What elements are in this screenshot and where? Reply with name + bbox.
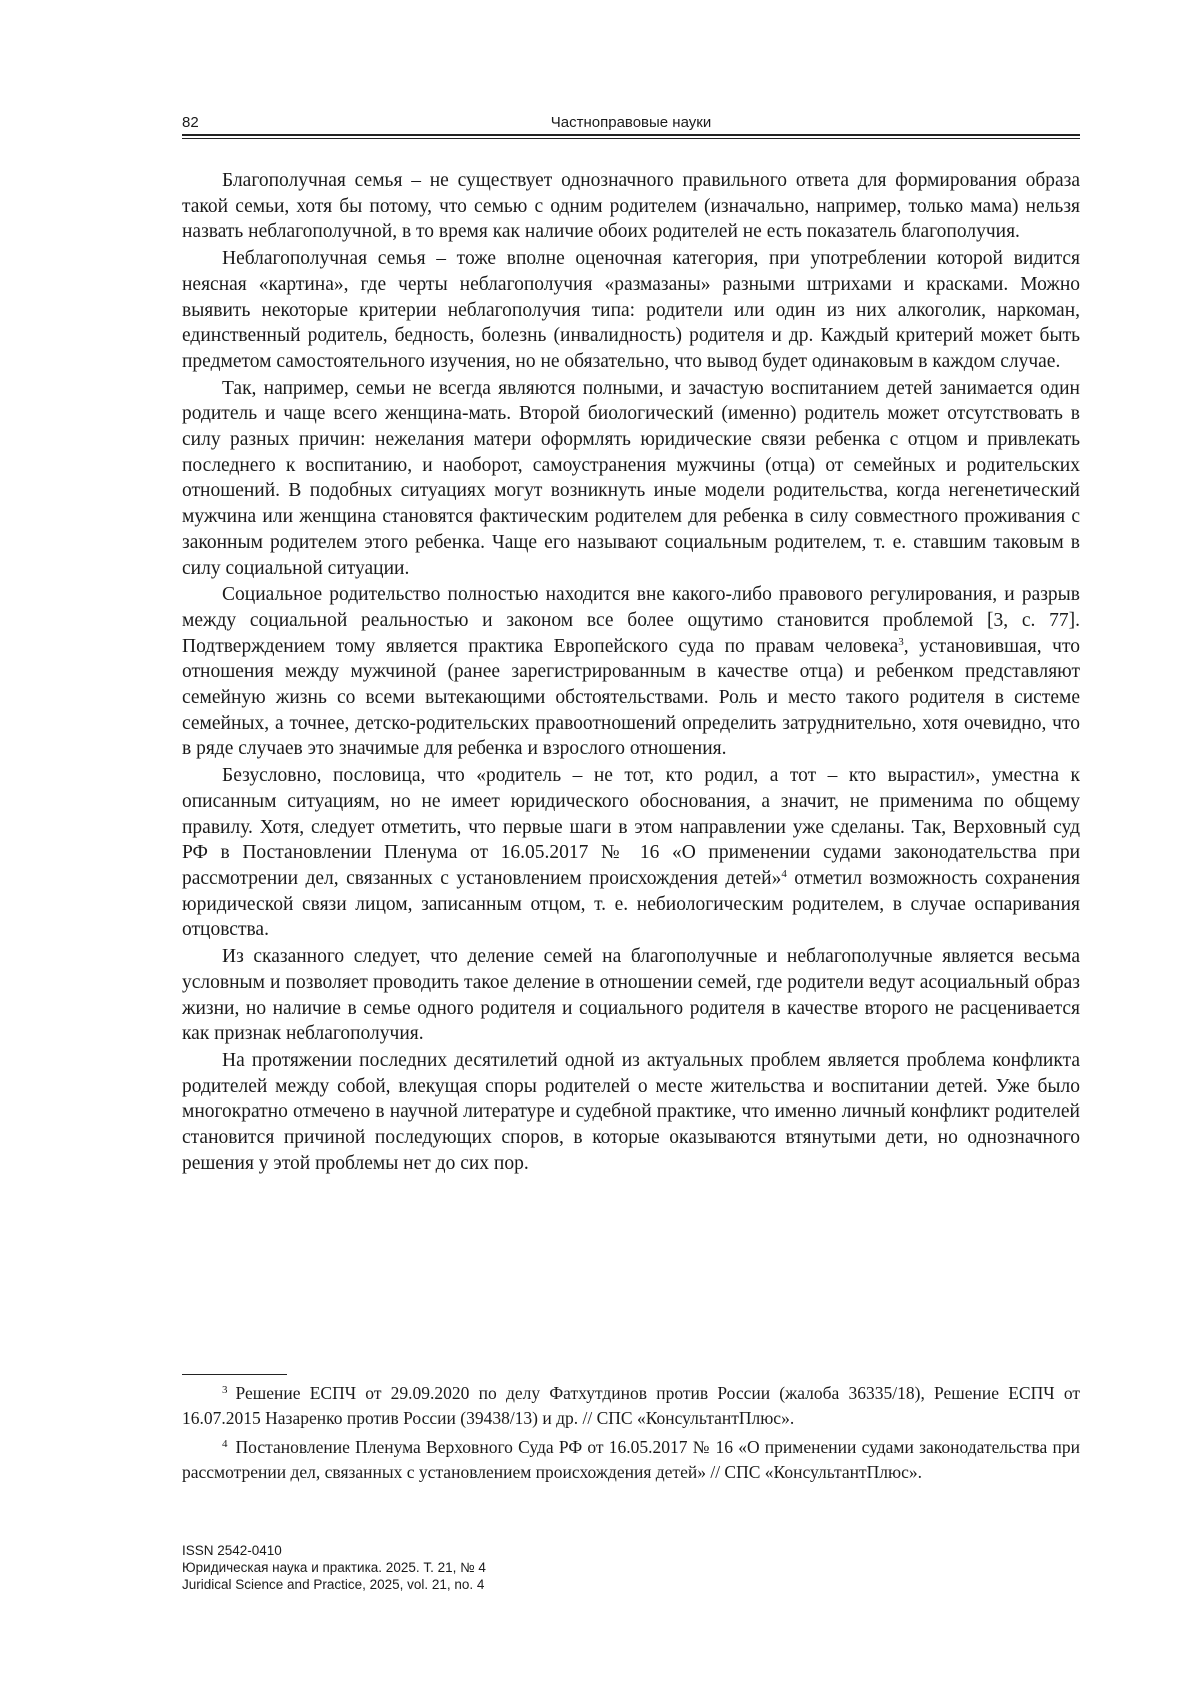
running-title: Частноправовые науки [550,114,712,131]
footnotes [182,1381,1080,1489]
footnote-ref-4[interactable]: 4 [781,867,787,880]
page-number: 82 [182,114,199,131]
journal-imprint [182,1542,486,1593]
footnote-mark: 4 [222,1438,228,1450]
citation-en: Juridical Science and Practice, 2025, vol. 21, no. 4 [182,1577,485,1592]
paragraph-4-text-b: , установившая, что отношения между мужчиной (ранее зарегистрированным в качестве отца) и ребенком представляют семейную жизнь со всеми вытекающими обстоятельствами. Роль и место такого родителя в системе семейных, а точнее, детско-родительских правоотношений определить затруднительно, хотя очевидно, что в ряде случаев это значимые для ребенка и взрослого отношения. [182,635,1081,760]
paragraph-4 [182,582,1080,762]
issn: ISSN 2542-0410 [182,1543,282,1558]
footnote-ref-3[interactable]: 3 [898,635,904,648]
paragraph-5-text-b: отметил возможность сохранения юридической связи лицом, записанным отцом, т. е. небиологическим родителем, в случае оспаривания отцовства. [182,867,1080,941]
paragraph-1: Благополучная семья – не существует однозначного правильного ответа для формирования образа такой семьи, хотя бы потому, что семью с одним родителем (изначально, например, только мама) нельзя назвать неблагополучной, в то время как наличие обоих родителей не есть показатель благополучия. [182,170,1080,243]
footnote-mark: 3 [222,1384,228,1396]
article-body [182,168,1080,1177]
footnote-text: Решение ЕСПЧ от 29.09.2020 по делу Фатхутдинов против России (жалоба 36335/18), Решение ЕСПЧ от 16.07.2015 Назаренко против России (39438/13) и др. // СПС «КонсультантПлюс». [182,1383,1080,1428]
paragraph-5 [182,763,1080,943]
header-rule-thick [182,134,1080,136]
paragraph-6: Из сказанного следует, что деление семей на благополучные и неблагополучные является весьма условным и позволяет проводить такое деление в отношении семей, где родители ведут асоциальный образ жизни, но наличие в семье одного родителя и социального родителя в качестве второго не расценивается как признак неблагополучия. [182,946,1080,1045]
paragraph-2: Неблагополучная семья – тоже вполне оценочная категория, при употреблении которой видится неясная «картина», где черты неблагополучия «размазаны» разными штрихами и красками. Можно выявить некоторые критерии неблагополучия типа: родители или один из них алкоголик, наркоман, единственный родитель, бедность, болезнь (инвалидность) родителя и др. Каждый критерий может быть предметом самостоятельного изучения, но не обязательно, что вывод будет одинаковым в каждом случае. [182,248,1080,372]
footnote-text: Постановление Пленума Верховного Суда РФ от 16.05.2017 № 16 «О применении судами законодательства при рассмотрении дел, связанных с установлением происхождения детей» // СПС «КонсультантПлюс». [182,1437,1080,1482]
paragraph-4-text-a: Социальное родительство полностью находится вне какого-либо правового регулирования, и разрыв между социальной реальностью и законом все более ощутимо становится проблемой [3, с. 77]. Подтверждением тому является практика Европейского суда по правам человека [182,584,1080,657]
footnote [182,1381,1080,1431]
paragraph-7: На протяжении последних десятилетий одной из актуальных проблем является проблема конфликта родителей между собой, влекущая споры родителей о месте жительства и воспитании детей. Уже было многократно отмечено в научной литературе и судебной практике, что именно личный конфликт родителей становится причиной последующих споров, в которые оказываются втянутыми дети, но однозначного решения у этой проблемы нет до сих пор. [182,1049,1080,1174]
citation-ru: Юридическая наука и практика. 2025. Т. 21, № 4 [182,1560,486,1575]
header-rule-thin [182,138,1080,139]
footnote-separator [182,1374,287,1375]
footnote [182,1435,1080,1485]
paragraph-5-text-a: Безусловно, пословица, что «родитель – не тот, кто родил, а тот – кто вырастил», уместна к описанным ситуациям, но не имеет юридического обоснования, а значит, не применима по общему правилу. Хотя, следует отметить, что первые шаги в этом направлении уже сделаны. Так, Верховный суд РФ в Постановлении Пленума от 16.05.2017 № 16 «О применении судами законодательства при рассмотрении дел, связанных с установлением происхождения детей» [182,765,1080,889]
page-header [182,112,1080,134]
paragraph-3: Так, например, семьи не всегда являются полными, и зачастую воспитанием детей занимается один родитель и чаще всего женщина-мать. Второй биологический (именно) родитель может отсутствовать в силу разных причин: нежелания матери оформлять юридические связи ребенка с отцом и привлекать последнего к воспитанию, и наоборот, самоустранения мужчины (отца) от семейных и родительских отношений. В подобных ситуациях могут возникнуть иные модели родительства, когда негенетический мужчина или женщина становятся фактическим родителем для ребенка в силу совместного проживания с законным родителем этого ребенка. Чаще его называют социальным родителем, т. е. ставшим таковым в силу социальной ситуации. [182,377,1080,579]
